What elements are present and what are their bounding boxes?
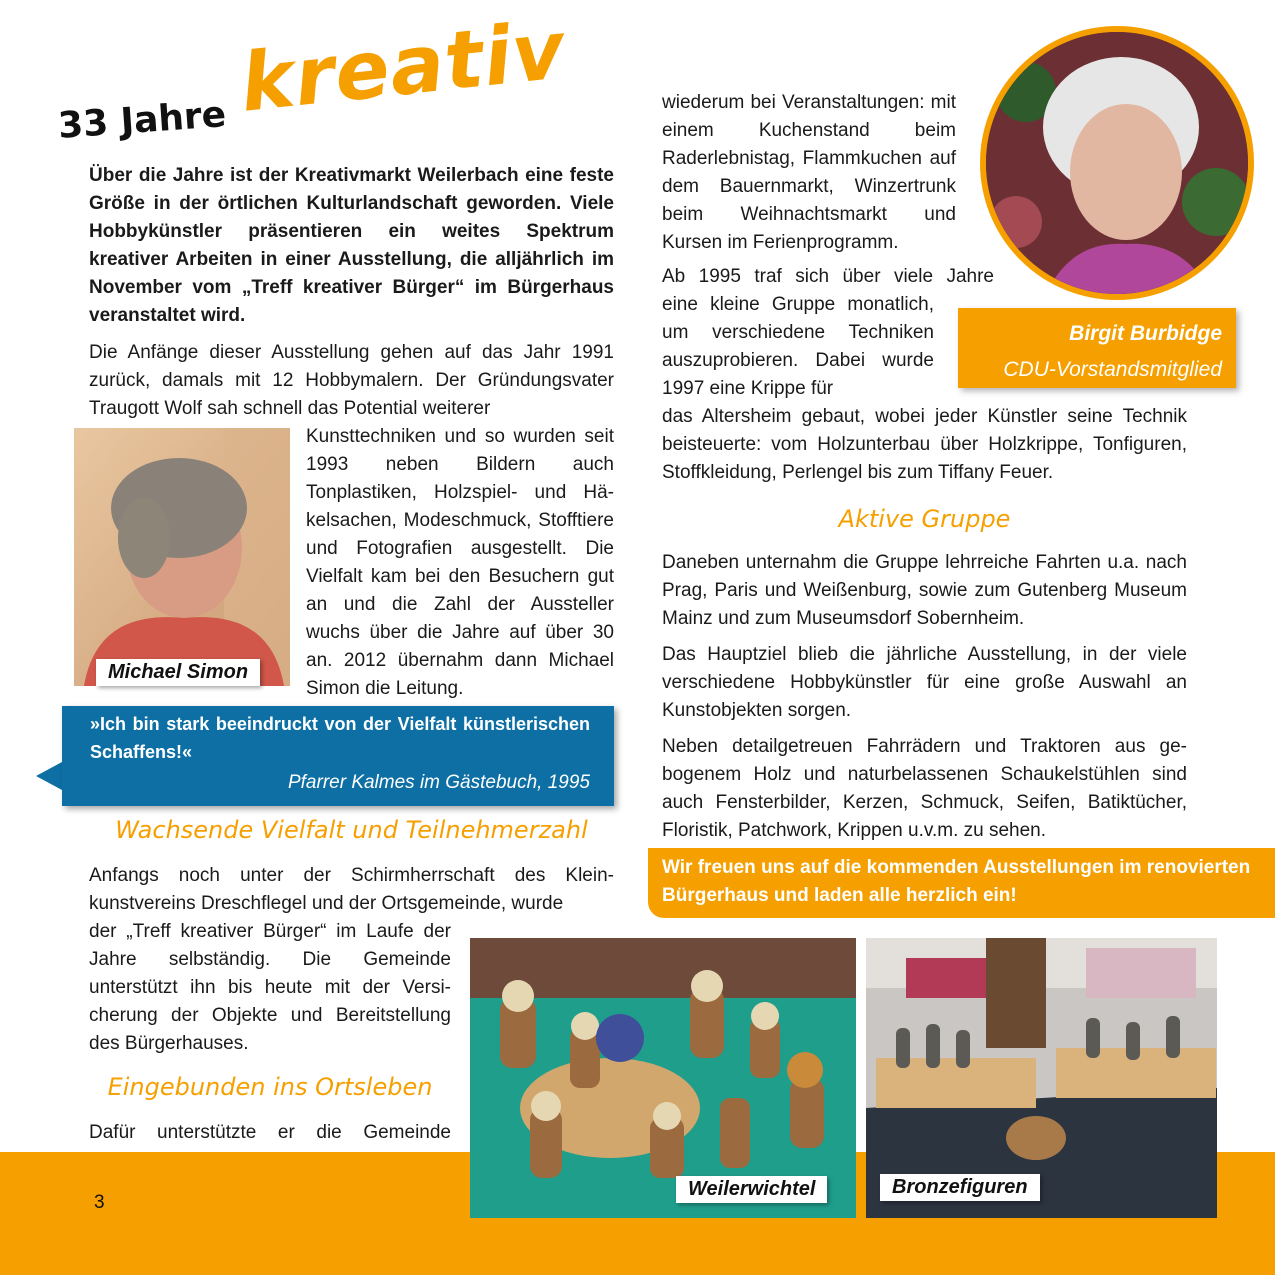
title-kreativ: kreativ [236,3,570,130]
heading-active: Aktive Gruppe [838,505,1011,533]
quote-text: »Ich bin stark beeindruckt von der Vielfalt künstlerischen Schaffens!« [90,714,590,762]
active-paragraph-2: Das Hauptziel blieb die jährliche Ausstellung, in der viele verschiedene Hobbykünstler für eine große Auswahl an Kunstobjekten sorgen. [662,644,1187,721]
intro-paragraph: Über die Jahre ist der Kreativmarkt Weilerbach eine feste Größe in der örtlichen Kulturlandschaft geworden. Viele Hobbykünstler präsentieren ein weites Spektrum kreativer Arbeiten in einer Ausstellung, die alljährlich im November vom „Treff kreativer Bürger“ im Bürgerhaus veranstaltet wird. [89,165,614,326]
portrait-name: Birgit Burbidge [1069,322,1222,345]
portrait-role: CDU-Vorstandsmitglied [1003,358,1222,381]
heading-growth: Wachsende Vielfalt und Teilnehmerzahl [115,816,588,844]
quote-box [62,706,614,806]
quote-tail [36,762,62,790]
local-paragraph: Dafür unterstützte er die Gemeinde [89,1122,451,1143]
history-paragraph-top: Die Anfänge dieser Ausstellung gehen auf das Jahr 1991 zurück, damals mit 12 Hobbymalern. Der Gründungsvater Traugott Wolf sah schnell das Potential weiterer [89,342,614,419]
invite-box: Wir freuen uns auf die kommenden Ausstellungen im renovierten Bürgerhaus und laden alle herzlich ein! [648,848,1275,918]
group-paragraph-narrow: eine kleine Gruppe monatlich, um verschiedene Techniken auszuprobieren. Dabei wurde 1997 eine Krippe für [662,294,934,399]
portrait-woman-image [986,32,1248,294]
events-paragraph: wiederum bei Veranstaltungen: mit einem Kuchenstand beim Raderlebnistag, Flammkuchen auf dem Bauernmarkt, Winzertrunk beim Weihnachtsmarkt und Kursen im Ferienprogramm. [662,92,956,253]
portrait-man-image [74,428,290,686]
group-paragraph-full: das Altersheim gebaut, wobei jeder Künstler seine Technik beisteuerte: vom Holzunterbau über Holzkrippe, Tonfiguren, Stoffkleidung, Perlengel bis zum Tiffany Feuer. [662,406,1187,483]
title-years: 33 Jahre [56,94,228,147]
active-paragraph-1: Daneben unternahm die Gruppe lehrreiche Fahrten u.a. nach Prag, Paris und Weißenburg, sowie zum Gutenberg Museum Mainz und zum Museumsdorf Sobernheim. [662,552,1187,629]
quote-source: Pfarrer Kalmes im Gästebuch, 1995 [287,772,590,793]
page-number: 3 [94,1192,105,1213]
group-line-1: Ab 1995 traf sich über viele Jahre [662,266,994,287]
photo-michael-simon [74,428,290,686]
active-paragraph-3: Neben detailgetreuen Fahrrädern und Traktoren aus gebogenem Holz und naturbelassenen Schaukelstühlen sind auch Fensterbilder, Kerzen, Schmuck, Seifen, Batiktücher, Floristik, Patchwork, Krippen u.v.m. zu sehen. [662,736,1187,841]
history-paragraph-wrap: Kunsttechniken und so wurden seit 1993 neben Bildern auch Tonplastiken, Holzspiel- und Häkelsachen, Modeschmuck, Stofftiere und Fotografien ausgestellt. Die Vielfalt kam bei den Besuchern gut an und die Zahl der Aussteller wuchs über die Jahre auf über 30 an. 2012 übernahm dann Michael Simon die Leitung. [306,426,614,699]
heading-local: Eingebunden ins Ortsleben [107,1073,433,1101]
growth-paragraph-narrow: der „Treff kreativer Bürger“ im Laufe der Jahre selbständig. Die Gemeinde unterstützt ihn bis heute mit der Versicherung der Objekte und Bereitstellung des Bürgerhauses. [89,921,451,1054]
growth-paragraph-full: Anfangs noch unter der Schirmherrschaft des Kleinkunstvereins Dreschflegel und der Ortsgemeinde, wurde [89,865,614,914]
portrait-name-box [958,308,1236,388]
caption-michael-simon: Michael Simon [96,659,260,686]
caption-bronzefiguren: Bronzefiguren [880,1174,1040,1201]
photo-birgit-burbidge [980,26,1254,300]
caption-weilerwichtel: Weilerwichtel [676,1176,827,1203]
